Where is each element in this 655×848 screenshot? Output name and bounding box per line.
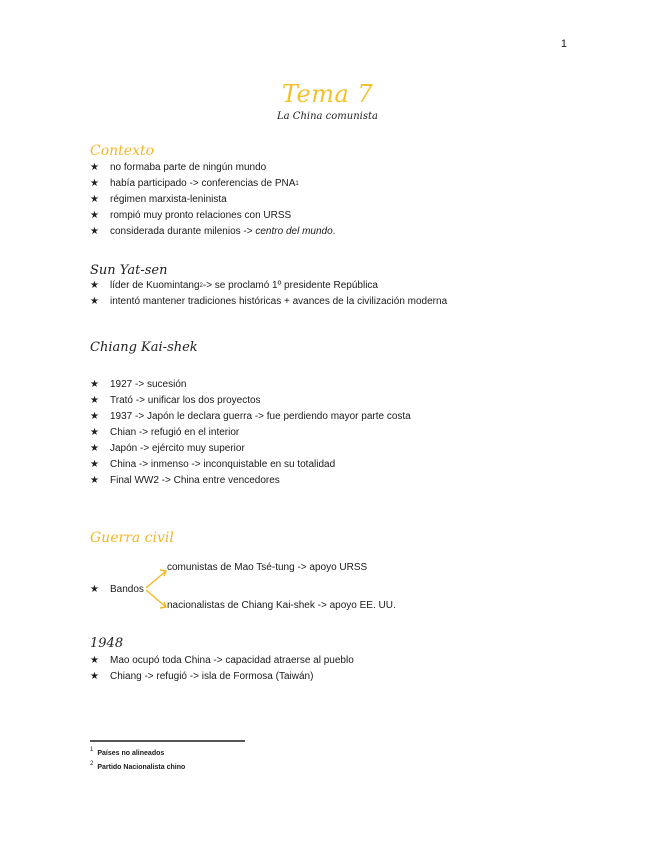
footnote-2: $^2$ Partido Nacionalista chino (90, 761, 186, 771)
star-bullet-icon: ★ (90, 459, 99, 470)
star-bullet-icon: ★ (90, 226, 99, 237)
heading-sun-yat-sen: Sun Yat-sen (90, 263, 168, 278)
branch-nacionalistas: nacionalistas de Chiang Kai-shek -> apoyo EE. UU. (167, 600, 396, 611)
sun-yat-sen-list (90, 278, 447, 310)
list-item: ★ Trató -> unificar los dos proyectos (90, 393, 411, 409)
list-item: ★ Chiang -> refugió -> isla de Formosa (Taiwán) (90, 669, 354, 685)
star-bullet-icon: ★ (90, 395, 99, 406)
star-bullet-icon: ★ (90, 178, 99, 189)
star-bullet-icon: ★ (90, 655, 99, 666)
list-item: ★ Japón -> ejército muy superior (90, 441, 411, 457)
heading-guerra-civil: Guerra civil (90, 530, 174, 546)
star-bullet-icon: ★ (90, 194, 99, 205)
star-bullet-icon: ★ (90, 280, 99, 291)
footnote-ref[interactable]: 2 (199, 283, 203, 289)
list-item: ★ China -> inmenso -> inconquistable en su totalidad (90, 457, 411, 473)
bandos-label: Bandos (110, 584, 144, 595)
page-subtitle: La China comunista (277, 111, 378, 122)
chiang-list (90, 377, 411, 489)
list-item: ★ Mao ocupó toda China -> capacidad atraerse al pueblo (90, 653, 354, 669)
star-bullet-icon: ★ (90, 443, 99, 454)
list-item: ★ intentó mantener tradiciones históricas + avances de la civilización moderna (90, 294, 447, 310)
page-title: Tema 7 (281, 80, 374, 108)
star-bullet-icon: ★ (90, 379, 99, 390)
star-bullet-icon: ★ (90, 475, 99, 486)
list-item: ★ régimen marxista-leninista (90, 192, 335, 208)
star-bullet-icon: ★ (90, 671, 99, 682)
list-item: ★ 1937 -> Japón le declara guerra -> fue perdiendo mayor parte costa (90, 409, 411, 425)
italic-phrase: centro del mundo (255, 226, 333, 237)
list-item: ★ líder de Kuomintang 2 -> se proclamó 1º presidente República (90, 278, 447, 294)
list-item: ★ Chian -> refugió en el interior (90, 425, 411, 441)
list-item: ★ rompió muy pronto relaciones con URSS (90, 208, 335, 224)
star-bullet-icon: ★ (90, 210, 99, 221)
list-1948 (90, 653, 354, 685)
heading-chiang-kai-shek: Chiang Kai-shek (90, 340, 198, 355)
branch-comunistas: comunistas de Mao Tsé-tung -> apoyo URSS (167, 562, 368, 573)
star-bullet-icon: ★ (90, 584, 99, 595)
footnote-separator (90, 740, 245, 742)
heading-1948: 1948 (90, 636, 124, 651)
list-item: ★ considerada durante milenios -> centro del mundo . (90, 224, 335, 240)
list-item: ★ Final WW2 -> China entre vencedores (90, 473, 411, 489)
list-item: ★ no formaba parte de ningún mundo (90, 160, 335, 176)
bandos-row (90, 584, 144, 595)
footnote-1: $^1$ Países no alineados (90, 747, 165, 757)
star-bullet-icon: ★ (90, 411, 99, 422)
list-item: ★ había participado -> conferencias de PNA 1 (90, 176, 335, 192)
contexto-list (90, 160, 335, 240)
footnote-ref[interactable]: 1 (295, 181, 299, 187)
star-bullet-icon: ★ (90, 162, 99, 173)
list-item: ★ 1927 -> sucesión (90, 377, 411, 393)
heading-contexto: Contexto (90, 143, 155, 159)
page-number: 1 (560, 38, 567, 50)
star-bullet-icon: ★ (90, 427, 99, 438)
star-bullet-icon: ★ (90, 296, 99, 307)
